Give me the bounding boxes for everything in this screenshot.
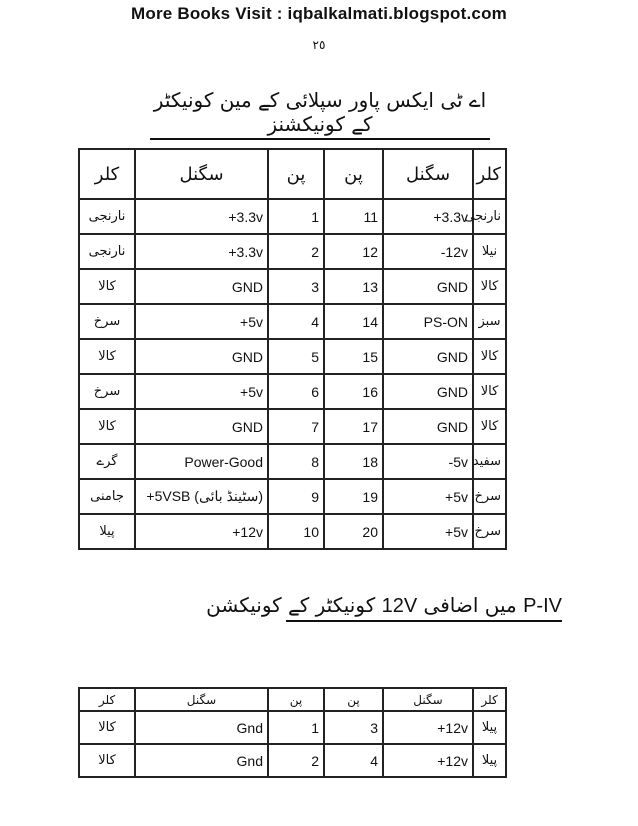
color-cell: کالا xyxy=(473,269,506,304)
color-cell: پیلا xyxy=(79,514,135,549)
signal-cell: +5v xyxy=(383,514,473,549)
column-header: کلر xyxy=(79,149,135,199)
color-cell: پیلا xyxy=(473,711,506,744)
pin-cell: 2 xyxy=(268,744,324,777)
pin-cell: 20 xyxy=(324,514,383,549)
signal-cell: +5v xyxy=(135,304,268,339)
color-cell: سرخ xyxy=(79,374,135,409)
p4-connector-table-body xyxy=(79,688,506,777)
color-cell: سبز xyxy=(473,304,506,339)
signal-cell: GND xyxy=(135,339,268,374)
main-connector-title: اے ٹی ایکس پاور سپلائی کے مین کونیکٹر کے کونیکشنز xyxy=(150,88,490,140)
signal-cell: Gnd xyxy=(135,711,268,744)
column-header: سگنل xyxy=(383,688,473,711)
table-row xyxy=(79,711,506,744)
color-cell: سرخ xyxy=(473,514,506,549)
color-cell: کالا xyxy=(79,744,135,777)
color-cell: گرے xyxy=(79,444,135,479)
color-cell: سفید xyxy=(473,444,506,479)
main-connector-table-body xyxy=(79,149,506,549)
table-row xyxy=(79,199,506,234)
main-connector-table xyxy=(78,148,507,550)
page-number: ٢٥ xyxy=(312,38,326,52)
signal-cell: +12v xyxy=(383,711,473,744)
color-cell: کالا xyxy=(79,409,135,444)
signal-cell: GND xyxy=(135,269,268,304)
pin-cell: 13 xyxy=(324,269,383,304)
table-row xyxy=(79,444,506,479)
color-cell: سرخ xyxy=(473,479,506,514)
table-row xyxy=(79,374,506,409)
pin-cell: 15 xyxy=(324,339,383,374)
signal-cell: GND xyxy=(383,409,473,444)
title-suffix-text: کونیکٹر کے کونیکشن xyxy=(206,593,382,617)
column-header: کلر xyxy=(473,149,506,199)
table-row xyxy=(79,269,506,304)
pin-cell: 17 xyxy=(324,409,383,444)
signal-cell: GND xyxy=(383,269,473,304)
color-cell: نارنجی xyxy=(79,199,135,234)
column-header: کلر xyxy=(79,688,135,711)
pin-cell: 19 xyxy=(324,479,383,514)
table-row xyxy=(79,514,506,549)
color-cell: کالا xyxy=(473,339,506,374)
color-cell: کالا xyxy=(79,711,135,744)
color-cell: نیلا xyxy=(473,234,506,269)
table-row xyxy=(79,479,506,514)
column-header: کلر xyxy=(473,688,506,711)
pin-cell: 11 xyxy=(324,199,383,234)
signal-cell: GND xyxy=(383,374,473,409)
column-header: سگنل xyxy=(383,149,473,199)
title-p4-label: P-IV xyxy=(523,595,562,617)
signal-cell: +3.3v xyxy=(135,199,268,234)
signal-cell: +3.3v xyxy=(383,199,473,234)
signal-cell: +5v xyxy=(135,374,268,409)
table-header-row xyxy=(79,149,506,199)
signal-cell: -12v xyxy=(383,234,473,269)
table-row xyxy=(79,234,506,269)
pin-cell: 3 xyxy=(324,711,383,744)
signal-cell: +5VSB (سٹینڈ بائی) xyxy=(135,479,268,514)
pin-cell: 6 xyxy=(268,374,324,409)
pin-cell: 2 xyxy=(268,234,324,269)
table-row xyxy=(79,339,506,374)
pin-cell: 7 xyxy=(268,409,324,444)
color-cell: سرخ xyxy=(79,304,135,339)
column-header: پن xyxy=(268,688,324,711)
color-cell: کالا xyxy=(473,409,506,444)
p4-connector-title xyxy=(206,593,562,622)
color-cell: کالا xyxy=(79,269,135,304)
color-cell: نارنجی xyxy=(79,234,135,269)
pin-cell: 10 xyxy=(268,514,324,549)
pin-cell: 14 xyxy=(324,304,383,339)
color-cell: جامنی xyxy=(79,479,135,514)
signal-cell: Gnd xyxy=(135,744,268,777)
signal-cell: +5v xyxy=(383,479,473,514)
column-header: سگنل xyxy=(135,688,268,711)
column-header: پن xyxy=(324,688,383,711)
table-row xyxy=(79,744,506,777)
column-header: سگنل xyxy=(135,149,268,199)
pin-cell: 8 xyxy=(268,444,324,479)
signal-cell: Power-Good xyxy=(135,444,268,479)
pin-cell: 4 xyxy=(268,304,324,339)
pin-cell: 18 xyxy=(324,444,383,479)
column-header: پن xyxy=(324,149,383,199)
pin-cell: 12 xyxy=(324,234,383,269)
table-row xyxy=(79,304,506,339)
column-header: پن xyxy=(268,149,324,199)
p4-connector-table xyxy=(78,687,507,778)
pin-cell: 16 xyxy=(324,374,383,409)
title-middle-text: میں اضافی xyxy=(417,593,524,617)
color-cell: کالا xyxy=(79,339,135,374)
signal-cell: +3.3v xyxy=(135,234,268,269)
signal-cell: PS-ON xyxy=(383,304,473,339)
pin-cell: 3 xyxy=(268,269,324,304)
signal-cell: +12v xyxy=(383,744,473,777)
table-header-row xyxy=(79,688,506,711)
signal-cell: -5v xyxy=(383,444,473,479)
color-cell: نارنجی xyxy=(473,199,506,234)
color-cell: کالا xyxy=(473,374,506,409)
pin-cell: 1 xyxy=(268,199,324,234)
signal-cell: GND xyxy=(135,409,268,444)
pin-cell: 9 xyxy=(268,479,324,514)
title-volt-label: 12V xyxy=(381,595,418,617)
site-header: More Books Visit : iqbalkalmati.blogspot.com xyxy=(131,4,507,23)
pin-cell: 5 xyxy=(268,339,324,374)
table-row xyxy=(79,409,506,444)
signal-cell: GND xyxy=(383,339,473,374)
pin-cell: 4 xyxy=(324,744,383,777)
pin-cell: 1 xyxy=(268,711,324,744)
color-cell: پیلا xyxy=(473,744,506,777)
signal-cell: +12v xyxy=(135,514,268,549)
